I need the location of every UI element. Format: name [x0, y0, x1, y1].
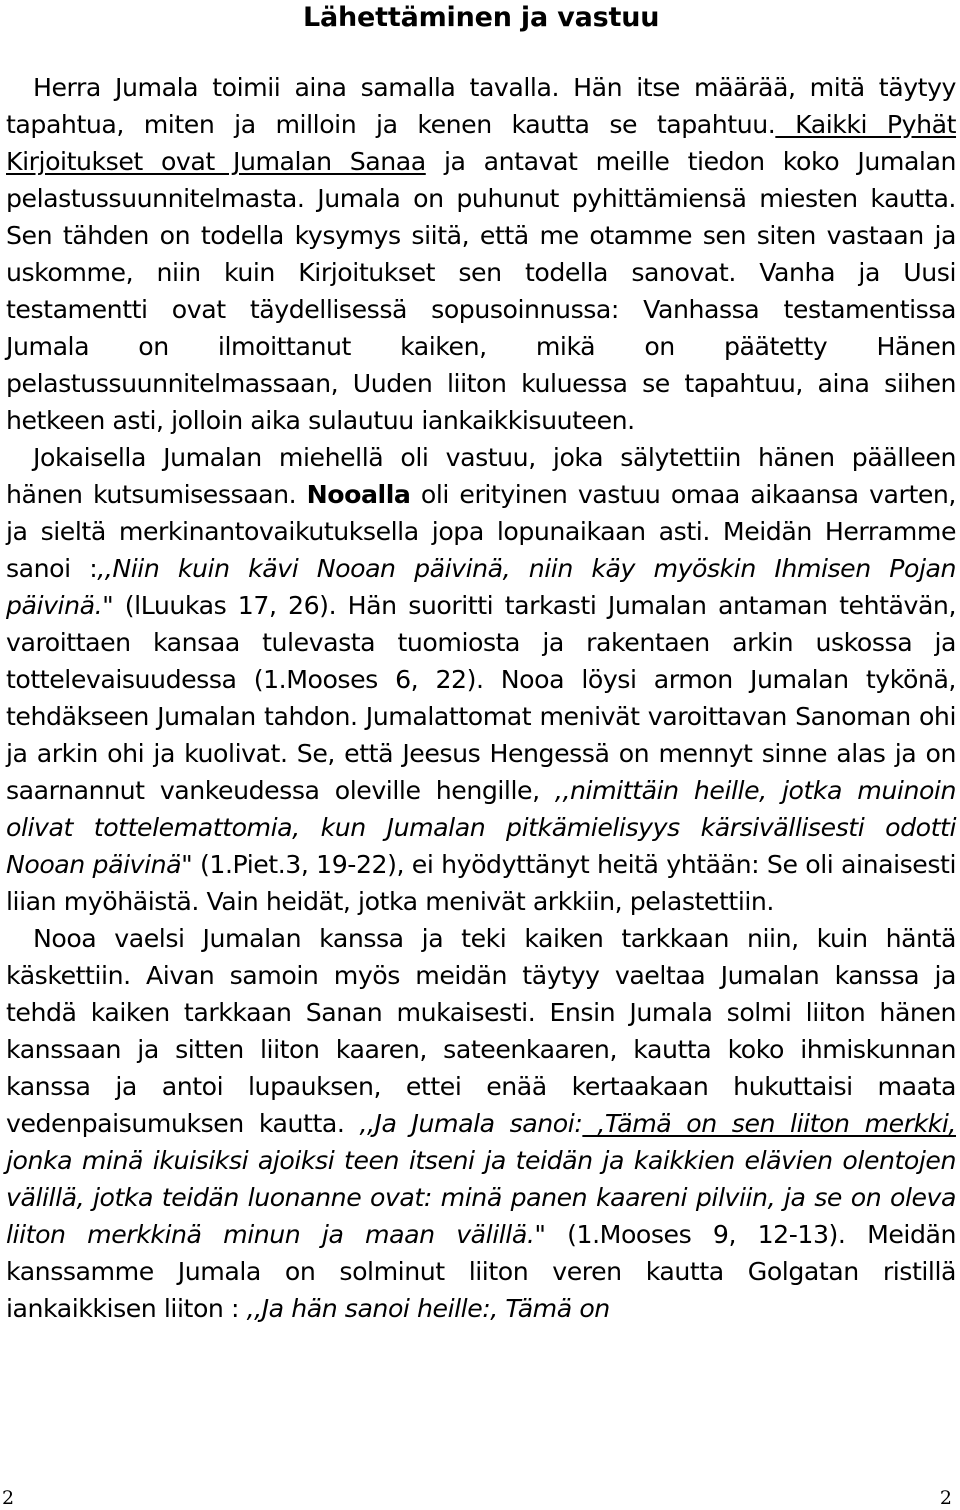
page-number-right: 2	[939, 1487, 952, 1509]
paragraph	[6, 69, 956, 439]
paragraph	[6, 439, 956, 920]
text-segment: (lLuukas 17, 26). Hän suoritti tarkasti Jumalan antaman tehtävän, varoittaen kansaa tulevasta tuomiosta ja rakentaen arkin uskossa ja tottelevaisuudessa (1.Mooses 6, 22). Nooa löysi armon Jumalan tykönä, tehdäkseen Jumalan tahdon. Jumalattomat menivät varoittavan Sanoman ohi ja arkin ohi ja kuolivat. Se, että Jeesus Hengessä on mennyt sinne alas ja on saarnannut vankeudessa oleville hengille,	[6, 591, 956, 805]
text-segment: ,Tämä on sen liiton merkki,	[582, 1109, 956, 1138]
text-segment: (1.Piet.3, 19-22), ei hyödyttänyt heitä yhtään: Se oli ainaisesti liian myöhäistä. Vain heidät, jotka menivät arkkiin, pelastettiin.	[6, 850, 956, 916]
text-segment: Kaikki Pyhät Kirjoitukset ovat Jumalan Sanaa	[6, 110, 957, 176]
text-segment: Herra Jumala toimii aina samalla tavalla. Hän itse määrää, mitä täytyy tapahtua, miten ja milloin ja kenen kautta se tapahtuu.	[6, 73, 956, 139]
text-segment: (1.Mooses 9, 12-13). Meidän kanssamme Jumala on solminut liiton veren kautta Golgatan ristillä iankaikkisen liiton :	[6, 1220, 957, 1323]
text-segment: Nooalla	[306, 480, 411, 509]
document-title: Lähettäminen ja vastuu	[303, 2, 660, 33]
text-segment: Jokaisella Jumalan miehellä oli vastuu, joka sälytettiin hänen päälleen hänen kutsumisessaan.	[6, 443, 956, 509]
document-body	[6, 69, 956, 1327]
text-segment: ,,nimittäin heille, jotka muinoin olivat tottelemattomia, kun Jumalan pitkämielisyys kärsivällisesti odotti Nooan päivinä"	[6, 776, 956, 879]
text-segment: ,,Niin kuin kävi Nooan päivinä, niin käy myöskin Ihmisen Pojan päivinä."	[6, 554, 956, 620]
paragraph	[6, 920, 956, 1327]
text-segment: ,,Ja Jumala sanoi:	[359, 1109, 583, 1138]
text-segment: Nooa vaelsi Jumalan kanssa ja teki kaiken tarkkaan niin, kuin häntä käskettiin. Aivan samoin myös meidän täytyy vaeltaa Jumalan kanssa ja tehdä kaiken tarkkaan Sanan mukaisesti. Ensin Jumala solmi liiton hänen kanssaan ja sitten liiton kaaren, sateenkaaren, kautta koko ihmiskunnan kanssa ja antoi lupauksen, ettei enää kertaakaan hukuttaisi maata vedenpaisumuksen kautta.	[6, 924, 956, 1138]
text-segment: jonka minä ikuisiksi ajoiksi teen itseni ja teidän ja kaikkien elävien olentojen välillä, jotka teidän luonanne ovat: minä panen kaareni pilviin, ja se on oleva liiton merkkinä minun ja maan välillä."	[6, 1146, 956, 1249]
text-segment: ja antavat meille tiedon koko Jumalan pelastussuunnitelmasta. Jumala on puhunut pyhittämiensä miesten kautta. Sen tähden on todella kysymys siitä, että me otamme sen siten vastaan ja uskomme, niin kuin Kirjoitukset sen todella sanovat. Vanha ja Uusi testamentti ovat täydellisessä sopusoinnussa: Vanhassa testamentissa Jumala on ilmoittanut kaiken, mikä on päätetty Hänen pelastussuunnitelmassaan, Uuden liiton kuluessa se tapahtuu, aina siihen hetkeen asti, jolloin aika sulautuu iankaikkisuuteen.	[6, 147, 956, 435]
page-number-left: 2	[2, 1487, 15, 1509]
text-segment: ,,Ja hän sanoi heille:, Tämä on	[246, 1294, 610, 1323]
text-segment: oli erityinen vastuu omaa aikaansa varten, ja sieltä merkinantovaikutuksella jopa lopunaikaan asti. Meidän Herramme sanoi :	[6, 480, 956, 583]
